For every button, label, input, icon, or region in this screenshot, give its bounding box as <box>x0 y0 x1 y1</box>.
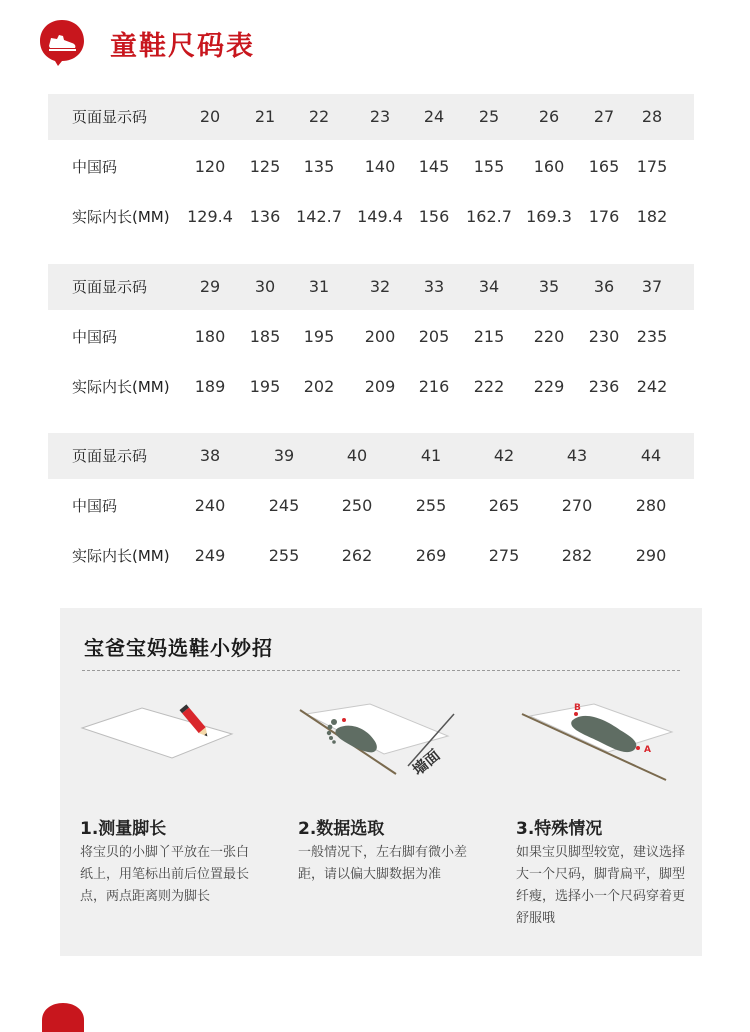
table-cell: 240 <box>194 496 226 515</box>
paper-and-pencil-icon <box>80 696 240 766</box>
page-title: 童鞋尺码表 <box>110 31 255 62</box>
tips-title: 宝爸宝妈选鞋小妙招 <box>84 636 273 660</box>
table-cell: 269 <box>415 546 447 565</box>
table-cell: 42 <box>493 446 515 465</box>
tip-2-body: 一般情况下，左右脚有微小差距，请以偏大脚数据为准 <box>298 845 468 882</box>
table-cell: 255 <box>415 496 447 515</box>
table-cell: 27 <box>593 107 615 126</box>
table-cell: 129.4 <box>187 207 233 226</box>
table-cell: 250 <box>341 496 373 515</box>
row-label: 中国码 <box>72 328 118 346</box>
table-cell: 136 <box>249 207 281 226</box>
table-row <box>48 483 694 529</box>
table-cell: 43 <box>566 446 588 465</box>
table-cell: 290 <box>635 546 667 565</box>
marker-b: B <box>574 703 581 713</box>
table-cell: 35 <box>538 277 560 296</box>
table-cell: 236 <box>588 377 620 396</box>
table-cell: 37 <box>641 277 663 296</box>
size-table-3 <box>48 433 694 579</box>
row-label: 实际内长(MM) <box>72 547 170 565</box>
size-table-1 <box>48 94 694 240</box>
table-row <box>48 433 694 479</box>
tip-data-select <box>298 696 488 882</box>
tip-1-heading: 1.测量脚长 <box>80 819 167 839</box>
table-cell: 215 <box>473 327 505 346</box>
table-cell: 255 <box>268 546 300 565</box>
table-cell: 38 <box>199 446 221 465</box>
row-label: 中国码 <box>72 497 118 515</box>
table-row <box>48 94 694 140</box>
table-cell: 209 <box>364 377 396 396</box>
table-row <box>48 144 694 190</box>
tips-divider <box>82 670 680 671</box>
table-cell: 235 <box>636 327 668 346</box>
table-cell: 229 <box>533 377 565 396</box>
table-cell: 270 <box>561 496 593 515</box>
table-cell: 39 <box>273 446 295 465</box>
shoe-badge-icon-footer <box>40 1002 86 1032</box>
table-cell: 149.4 <box>357 207 403 226</box>
table-cell: 265 <box>488 496 520 515</box>
table-cell: 135 <box>303 157 335 176</box>
table-cell: 282 <box>561 546 593 565</box>
table-row <box>48 533 694 579</box>
table-cell: 169.3 <box>526 207 572 226</box>
table-cell: 28 <box>641 107 663 126</box>
size-table-2 <box>48 264 694 410</box>
wall-label: 墙面 <box>409 745 444 780</box>
shoe-badge-icon <box>38 18 86 66</box>
header <box>0 0 750 90</box>
table-row <box>48 364 694 410</box>
table-cell: 195 <box>249 377 281 396</box>
table-cell: 165 <box>588 157 620 176</box>
table-cell: 202 <box>303 377 335 396</box>
table-cell: 162.7 <box>466 207 512 226</box>
table-cell: 120 <box>194 157 226 176</box>
tip-3-heading: 3.特殊情况 <box>516 819 603 839</box>
table-cell: 275 <box>488 546 520 565</box>
table-cell: 21 <box>254 107 276 126</box>
table-cell: 145 <box>418 157 450 176</box>
table-cell: 249 <box>194 546 226 565</box>
row-label: 实际内长(MM) <box>72 378 170 396</box>
table-cell: 34 <box>478 277 500 296</box>
table-cell: 222 <box>473 377 505 396</box>
table-cell: 31 <box>308 277 330 296</box>
table-row <box>48 314 694 360</box>
table-cell: 36 <box>593 277 615 296</box>
table-cell: 205 <box>418 327 450 346</box>
table-cell: 182 <box>636 207 668 226</box>
table-cell: 280 <box>635 496 667 515</box>
tip-special-case <box>516 696 706 926</box>
table-cell: 156 <box>418 207 450 226</box>
row-label: 页面显示码 <box>72 278 148 296</box>
table-cell: 262 <box>341 546 373 565</box>
table-cell: 180 <box>194 327 226 346</box>
table-cell: 245 <box>268 496 300 515</box>
table-cell: 44 <box>640 446 662 465</box>
table-cell: 29 <box>199 277 221 296</box>
table-cell: 30 <box>254 277 276 296</box>
table-cell: 176 <box>588 207 620 226</box>
table-cell: 33 <box>423 277 445 296</box>
table-cell: 40 <box>346 446 368 465</box>
table-cell: 140 <box>364 157 396 176</box>
table-cell: 142.7 <box>296 207 342 226</box>
table-cell: 242 <box>636 377 668 396</box>
table-cell: 189 <box>194 377 226 396</box>
table-cell: 24 <box>423 107 445 126</box>
tip-3-body: 如果宝贝脚型较宽，建议选择大一个尺码，脚背扁平，脚型纤瘦，选择小一个尺码穿着更舒服哦 <box>516 845 686 926</box>
table-cell: 41 <box>420 446 442 465</box>
row-label: 页面显示码 <box>72 447 148 465</box>
table-cell: 175 <box>636 157 668 176</box>
table-cell: 195 <box>303 327 335 346</box>
table-cell: 200 <box>364 327 396 346</box>
tip-measure-foot <box>80 696 270 904</box>
table-cell: 23 <box>369 107 391 126</box>
tips-panel <box>60 608 702 956</box>
row-label: 中国码 <box>72 158 118 176</box>
table-cell: 32 <box>369 277 391 296</box>
table-cell: 220 <box>533 327 565 346</box>
table-cell: 125 <box>249 157 281 176</box>
table-cell: 160 <box>533 157 565 176</box>
table-cell: 22 <box>308 107 330 126</box>
table-cell: 20 <box>199 107 221 126</box>
table-cell: 25 <box>478 107 500 126</box>
table-row <box>48 194 694 240</box>
table-cell: 230 <box>588 327 620 346</box>
table-cell: 26 <box>538 107 560 126</box>
row-label: 页面显示码 <box>72 108 148 126</box>
marker-a: A <box>644 745 651 755</box>
table-row <box>48 264 694 310</box>
table-cell: 155 <box>473 157 505 176</box>
row-label: 实际内长(MM) <box>72 208 170 226</box>
footprint-against-wall-icon <box>298 696 468 791</box>
table-cell: 216 <box>418 377 450 396</box>
table-cell: 185 <box>249 327 281 346</box>
tip-1-body: 将宝贝的小脚丫平放在一张白纸上，用笔标出前后位置最长点，两点距离则为脚长 <box>80 845 250 904</box>
shoe-sole-measure-icon <box>516 696 686 791</box>
tip-2-heading: 2.数据选取 <box>298 819 385 839</box>
